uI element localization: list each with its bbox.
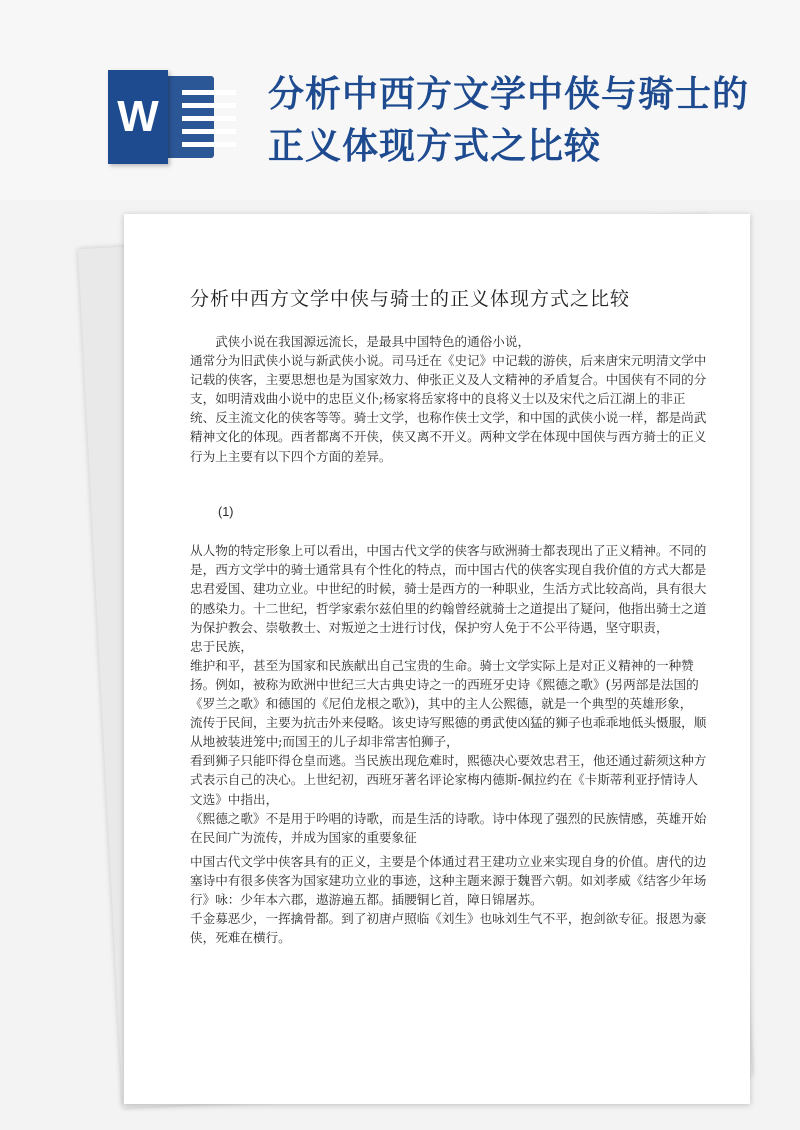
paragraph-intro: 武侠小说在我国源远流长，是最具中国特色的通俗小说， 通常分为旧武侠小说与新武侠小说。司马迁在《史记》中记载的游侠，后来唐宋元明清文学中记载的侠客，主要思想也是为国家效力、伸张正义及人文精神的矛盾复合。中国侠有不同的分支，如明清戏曲小说中的忠臣义仆;杨家将岳家将中的良将义士以及宋代之后江湖上的非正统、反主流文化的侠客等等。骑士文学，也称作侠士文学，和中国的武侠小说一样，都是尚武精神文化的体现。西者都离不开侠，侠又离不开义。两种文学在体现中国侠与西方骑士的正义行为上主要有以下四个方面的差异。 [190, 334, 707, 464]
document-page [124, 214, 750, 1104]
paragraph-knight: 从人物的特定形象上可以看出，中国古代文学的侠客与欧洲骑士都表现出了正义精神。不同的是，西方文学中的骑士通常具有个性化的特点，而中国古代的侠客实现自我价值的方式大都是忠君爱国、建功立业。中世纪的时候，骑士是西方的一种职业，生活方式比较高尚，具有很大的感染力。十二世纪，哲学家索尔兹伯里的约翰曾经就骑士之道提出了疑问，他指出骑士之道为保护教会、崇敬教士、对叛逆之士进行讨伐，保护穷人免于不公平待遇，坚守职责， 忠于民族， 维护和平，甚至为国家和民族献出自己宝贵的生命。骑士文学实际上是对正义精神的一种赞扬。例如，被称为欧洲中世纪三大古典史诗之一的西班牙史诗《熙德之歌》(另两部是法国的《罗兰之歌》和德国的《尼伯龙根之歌》)，其中的主人公熙德，就是一个典型的英雄形象， 流传于民间，主要为抗击外来侵略。该史诗写熙德的勇武使凶猛的狮子也乖乖地低头慑服，顺从地被装进笼中;而国王的儿子却非常害怕狮子， 看到狮子只能吓得仓皇而逃。当民族出现危难时，熙德决心要效忠君王，他还通过薪须这种方式表示自己的决心。上世纪初，西班牙著名评论家梅内德斯-佩拉约在《卡斯蒂利亚抒情诗人文选》中指出， 《熙德之歌》不是用于吟唱的诗歌，而是生活的诗歌。诗中体现了强烈的民族情感，英雄开始在民间广为流传，并成为国家的重要象征 [190, 543, 707, 845]
word-icon-line [182, 116, 236, 121]
paragraph-xia: 中国古代文学中侠客具有的正义，主要是个体通过君王建功立业来实现自身的价值。唐代的边塞诗中有很多侠客为国家建功立业的事迹，这种主题来源于魏晋六朝。如刘孝威《结客少年场行》咏：少年本六郡，遨游遍五都。插腰铜匕首，障日锦屠苏。 千金募恶少，一挥擒骨都。到了初唐卢照临《刘生》也咏刘生气不平，抱剑欲专征。报恩为豪侠，死难在横行。 [190, 854, 707, 946]
word-icon-line [182, 142, 236, 147]
section-one [190, 484, 710, 847]
header-banner [0, 0, 800, 200]
document-title: 分析中西方文学中侠与骑士的正义体现方式之比较 [190, 288, 631, 310]
word-icon-line [182, 90, 236, 95]
word-icon-line [182, 103, 236, 108]
page-title: 分析中西方文学中侠与骑士的正义体现方式之比较 [268, 73, 750, 167]
word-icon-line [182, 129, 236, 134]
word-document-icon [108, 70, 214, 164]
word-icon-letter: W [108, 70, 168, 164]
section-marker: (1) [218, 505, 234, 520]
